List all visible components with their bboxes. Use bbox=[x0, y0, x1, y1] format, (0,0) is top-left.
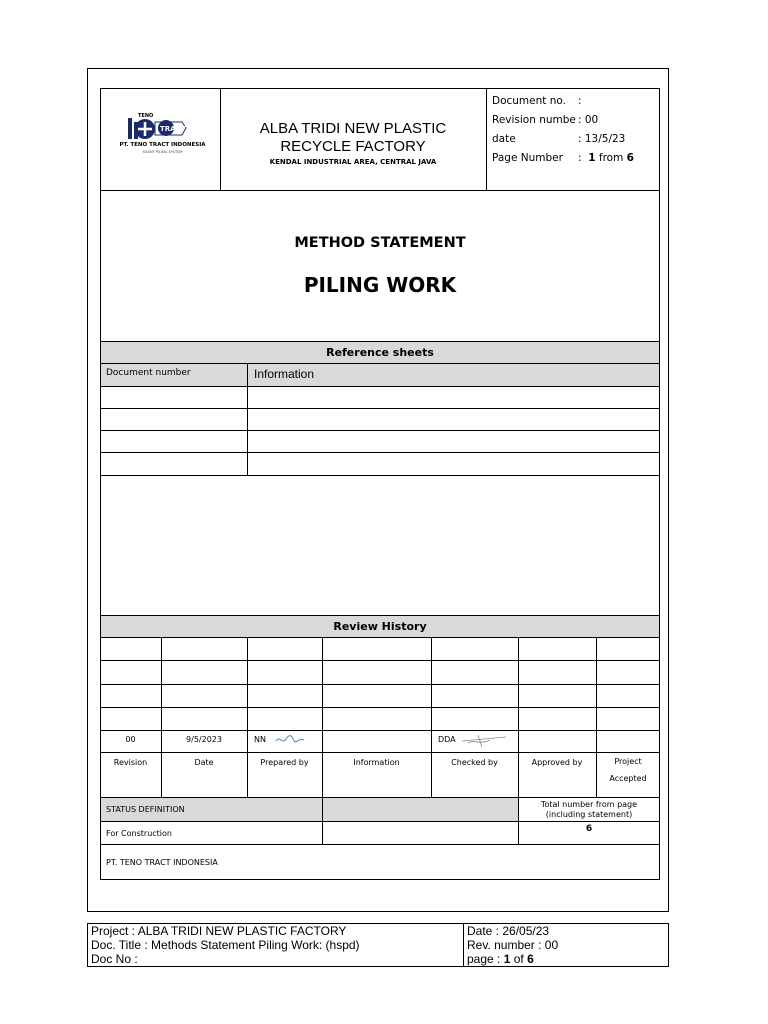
divider bbox=[100, 684, 660, 685]
date-value: : 13/5/23 bbox=[578, 133, 626, 145]
project-name-line1: ALBA TRIDI NEW PLASTIC bbox=[259, 120, 447, 137]
footer-rev-number: Rev. number : 00 bbox=[467, 938, 559, 952]
reference-col-information: Information bbox=[254, 367, 315, 381]
divider bbox=[100, 844, 660, 845]
divider bbox=[100, 363, 660, 364]
total-pages-label-2: (including statement) bbox=[545, 810, 633, 819]
document-type-title: METHOD STATEMENT bbox=[294, 235, 466, 251]
divider bbox=[322, 637, 323, 797]
total-pages-value: 6 bbox=[585, 824, 593, 834]
review-revision: 00 bbox=[125, 735, 136, 744]
doc-no-label: Document no. bbox=[492, 95, 566, 107]
divider bbox=[100, 821, 660, 822]
header-prepared-by: Prepared by bbox=[260, 758, 309, 767]
reference-col-document-number: Document number bbox=[106, 368, 191, 378]
header-approved-by: Approved by bbox=[531, 758, 583, 767]
divider bbox=[100, 752, 660, 753]
reference-sheets-heading: Reference sheets bbox=[326, 346, 434, 359]
page-number-value: : 1 from 6 bbox=[578, 152, 634, 164]
status-middle-bg bbox=[323, 798, 518, 821]
divider bbox=[247, 363, 248, 475]
review-date: 9/5/2023 bbox=[186, 735, 222, 744]
footer-date: Date : 26/05/23 bbox=[467, 924, 550, 938]
divider bbox=[518, 637, 519, 797]
header-checked-by: Checked by bbox=[451, 758, 498, 767]
divider bbox=[463, 923, 464, 967]
logo-tagline: SILENT PILING SYSTEM bbox=[142, 150, 183, 154]
footer-page: page : 1 of 6 bbox=[467, 952, 534, 966]
review-history-heading: Review History bbox=[333, 620, 427, 633]
footer-project: Project : ALBA TRIDI NEW PLASTIC FACTORY bbox=[91, 924, 347, 938]
divider bbox=[322, 797, 323, 844]
checker-signature bbox=[460, 733, 510, 749]
svg-text:TRACT: TRACT bbox=[160, 125, 186, 133]
company-logo bbox=[110, 108, 215, 158]
divider bbox=[100, 637, 660, 638]
divider bbox=[100, 475, 660, 476]
project-location: KENDAL INDUSTRIAL AREA, CENTRAL JAVA bbox=[269, 158, 437, 166]
divider bbox=[100, 430, 660, 431]
page-number-label: Page Number bbox=[492, 152, 563, 164]
preparer-signature bbox=[272, 732, 308, 746]
header-information: Information bbox=[353, 758, 400, 767]
svg-text:TENO: TENO bbox=[138, 113, 154, 119]
divider bbox=[431, 637, 432, 797]
divider bbox=[100, 730, 660, 731]
divider bbox=[161, 637, 162, 797]
header-accepted: Accepted bbox=[609, 774, 647, 783]
for-construction-label: For Construction bbox=[106, 829, 172, 838]
company-footer-label: PT. TENO TRACT INDONESIA bbox=[106, 858, 218, 867]
divider bbox=[100, 660, 660, 661]
revision-label: Revision numbe bbox=[492, 114, 576, 126]
divider bbox=[486, 88, 487, 191]
date-label: date bbox=[492, 133, 516, 145]
header-revision: Revision bbox=[113, 758, 148, 767]
divider bbox=[100, 386, 660, 387]
review-checked: DDA bbox=[438, 735, 456, 744]
divider bbox=[100, 341, 660, 342]
project-name-line2: RECYCLE FACTORY bbox=[280, 138, 426, 155]
header-project: Project bbox=[614, 757, 642, 766]
footer-doc-no: Doc No : bbox=[91, 952, 138, 966]
divider bbox=[100, 707, 660, 708]
divider bbox=[596, 637, 597, 797]
divider bbox=[100, 190, 660, 191]
review-prepared: NN bbox=[254, 735, 266, 744]
total-pages-label-1: Total number from page bbox=[540, 800, 638, 809]
revision-value: : 00 bbox=[578, 114, 599, 126]
divider bbox=[247, 637, 248, 797]
document-subject-title: PILING WORK bbox=[303, 273, 457, 297]
divider bbox=[100, 408, 660, 409]
logo-company: PT. TENO TRACT INDONESIA bbox=[119, 142, 206, 148]
doc-no-value: : bbox=[578, 95, 582, 107]
footer-doc-title: Doc. Title : Methods Statement Piling Work: (hspd) bbox=[91, 938, 360, 952]
divider bbox=[100, 615, 660, 616]
header-date: Date bbox=[194, 758, 214, 767]
status-definition-label: STATUS DEFINITION bbox=[106, 805, 185, 814]
divider bbox=[100, 452, 660, 453]
